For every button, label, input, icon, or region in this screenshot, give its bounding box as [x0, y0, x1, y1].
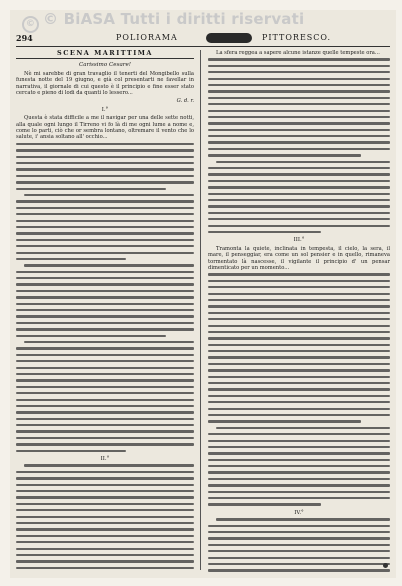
intro-signature: G. d. r. — [176, 98, 194, 105]
body-text-block — [16, 464, 194, 572]
intro-paragraph: Nè mi sarebbe di gran travaglio il tenerti del Mongibello sulla funesta notte del 19 giugno, e già col presentarti ne favellar in narrativa, il giornale di cui questo è il principio e fine esser stato cercato e pieno di lodi da quanti lo lessero... — [16, 70, 194, 97]
part-separator: I.° — [101, 106, 109, 113]
page-corner-mark-icon — [383, 563, 388, 568]
left-column — [16, 50, 194, 572]
continuation-paragraph: La sfera reggea a sapere alcune istanze quelle tempeste ora... — [216, 50, 380, 56]
part-separator: IV.° — [294, 509, 304, 516]
part-separator: III.° — [293, 237, 305, 244]
column-divider — [200, 50, 201, 570]
page-header — [16, 30, 390, 47]
section-title: SCENA MARITTIMA — [16, 50, 194, 59]
newspaper-page — [10, 10, 396, 578]
copyright-seal-icon: © — [22, 16, 39, 33]
watermark — [22, 10, 322, 30]
masthead-right: PITTORESCO. — [262, 33, 332, 42]
body-text-block — [16, 143, 194, 452]
body-paragraph: Tramonta la quiete, inclinata in tempesta, il cielo, la sera, il mare, il penseggiar, era come un sol pensier e in quello, rimaneva tormentato là nascesse, il vigilante il principio d' un pensar dimenticato per un momento... — [208, 245, 390, 271]
part-separator: II.° — [100, 456, 110, 463]
body-text-block — [208, 518, 390, 572]
watermark-text: © BiASA Tutti i diritti riservati — [43, 10, 305, 28]
right-column — [208, 50, 390, 572]
body-paragraph: Questa è stata difficile a me il navigar per una delle sette notti, alla quale ogni lungo il Tirreno vi fo là di me ogni lume a nome e, come lo parti, ciò che or sembra lontano, oltremare il vento che lo salute, i' ansia soltano all' occhio... — [16, 115, 194, 141]
section-subtitle: Carissimo Cesare! — [78, 62, 132, 69]
header-ornament-icon — [206, 33, 252, 43]
body-text-block — [208, 58, 390, 233]
masthead-left: POLIORAMA — [116, 33, 178, 42]
body-text-block — [208, 273, 390, 505]
page-number: 294 — [16, 33, 33, 43]
